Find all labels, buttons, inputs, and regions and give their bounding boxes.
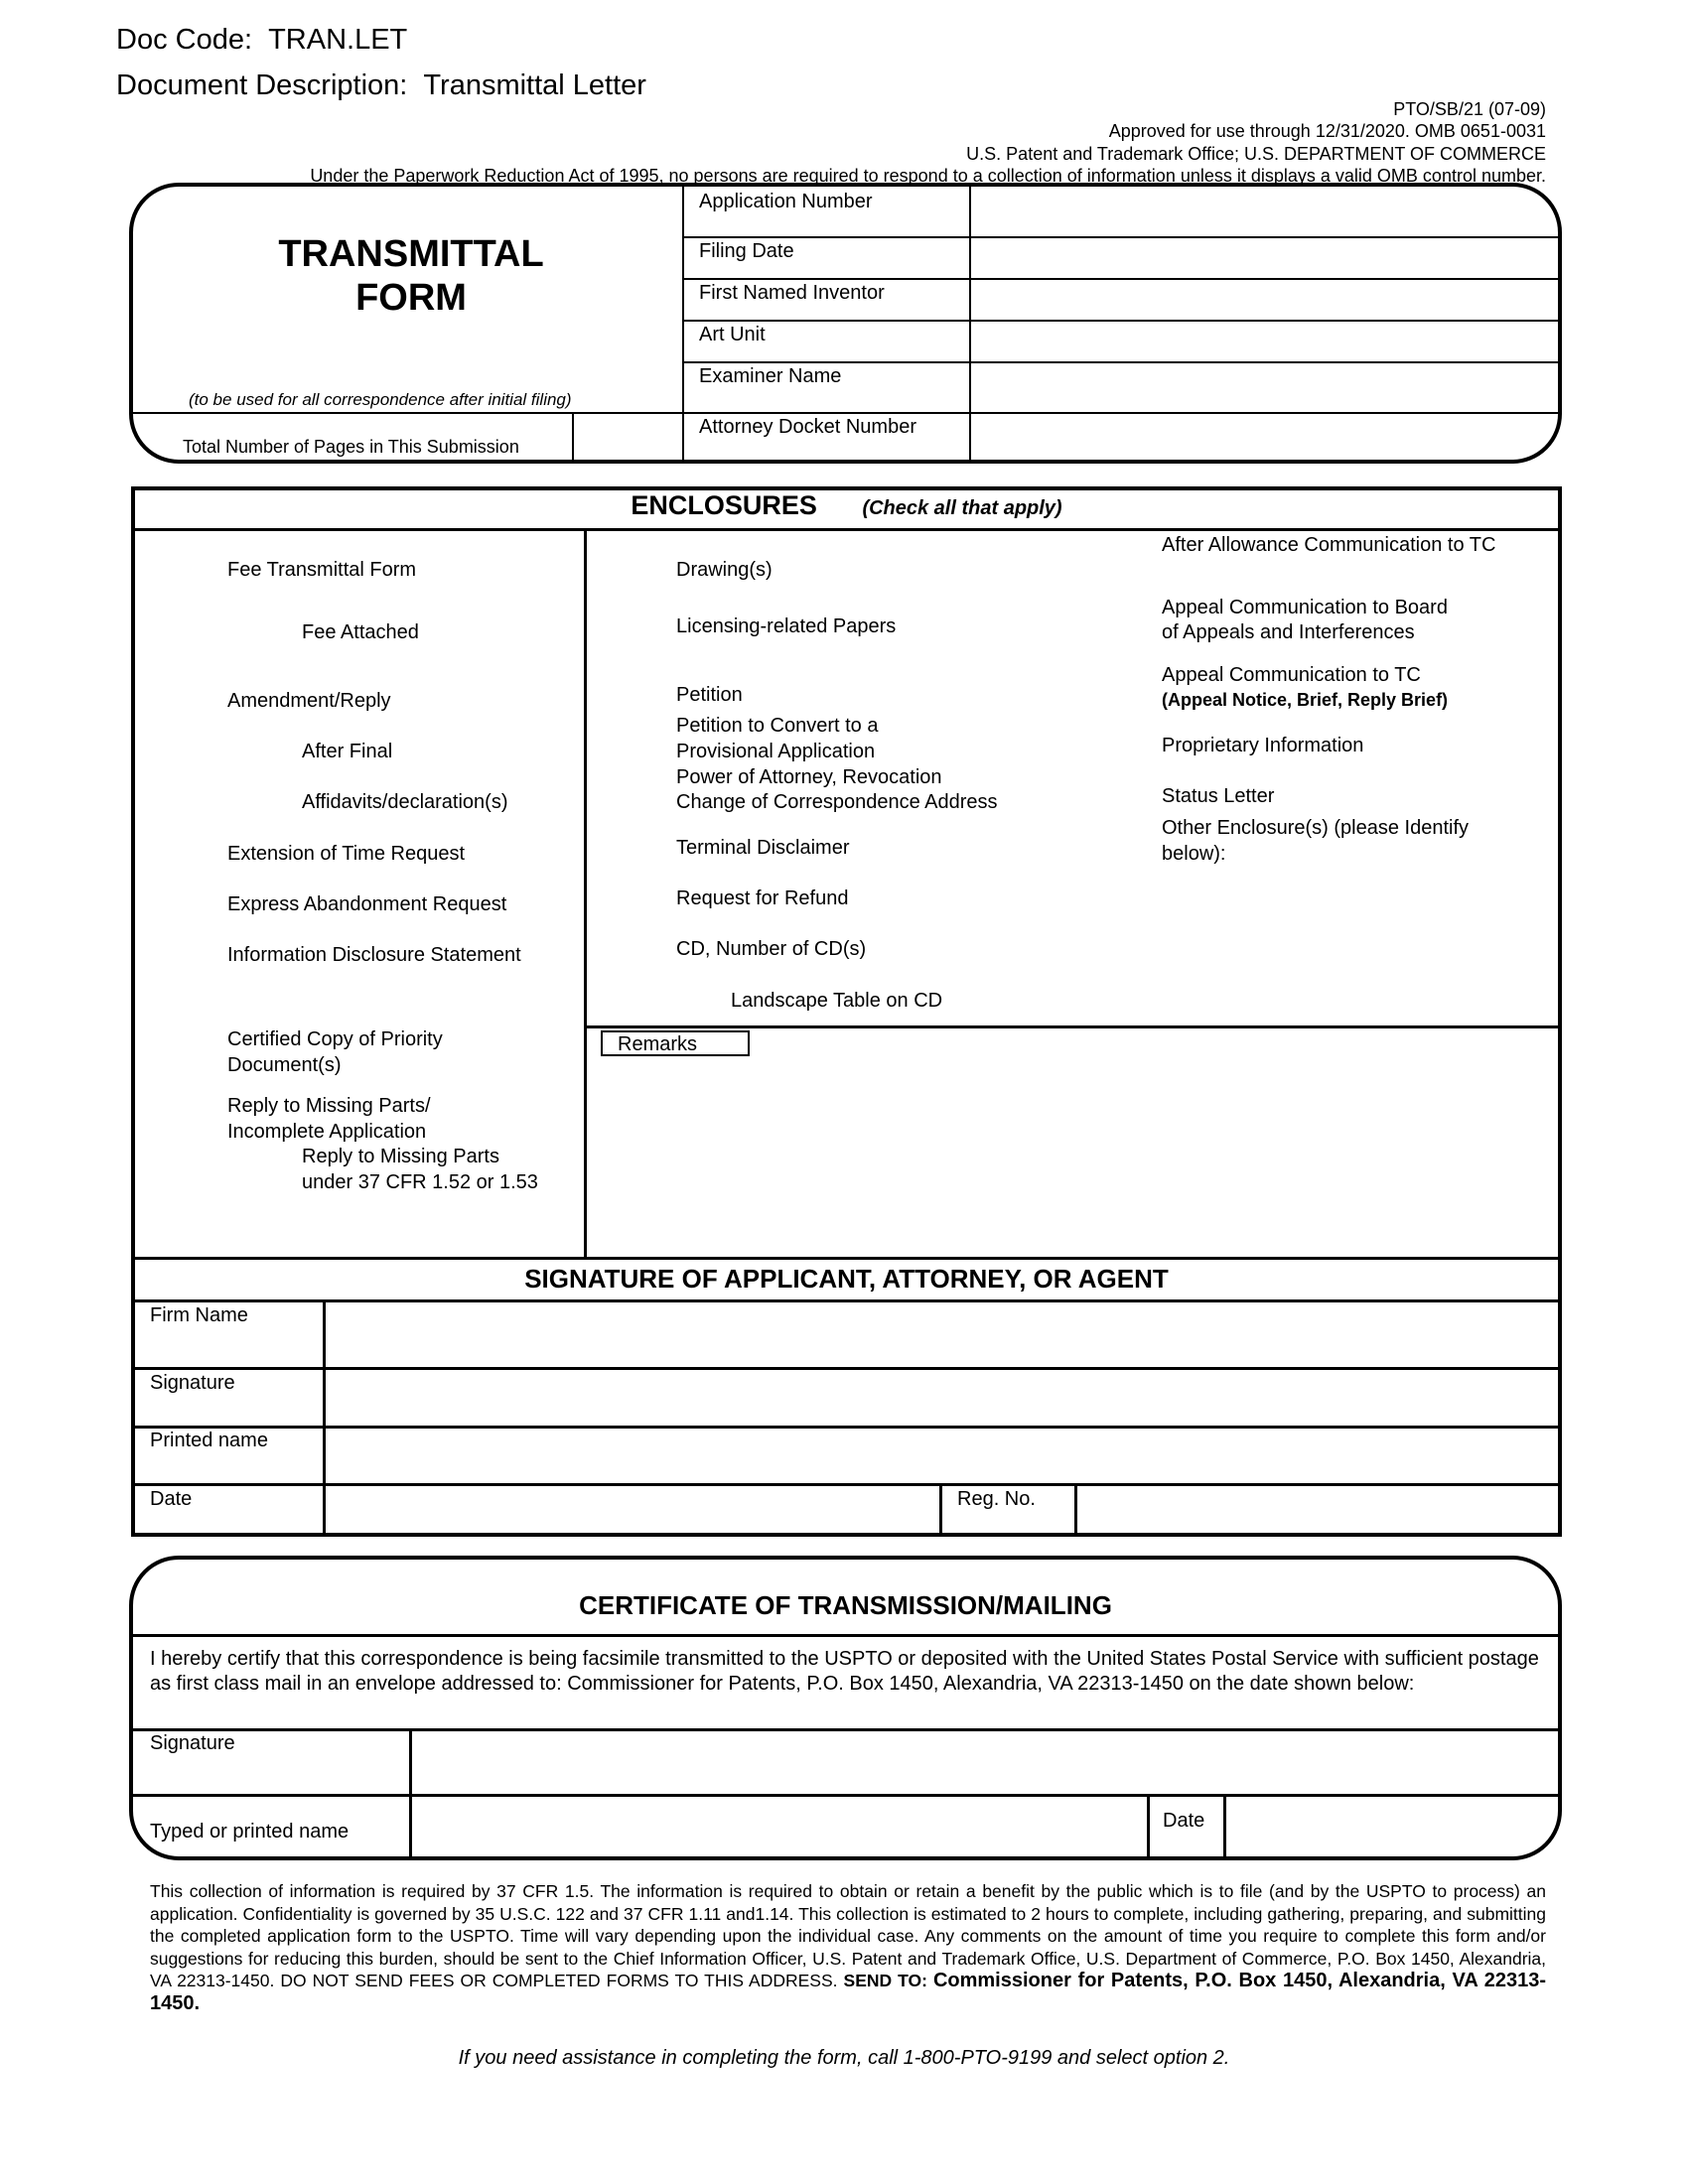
enc-petition-to-convert-line2: Provisional Application — [676, 741, 876, 762]
certificate-signature-input[interactable] — [413, 1732, 1557, 1792]
reg-no-label: Reg. No. — [957, 1488, 1036, 1510]
enc-petition-to-convert[interactable]: Petition to Convert to a — [676, 715, 879, 737]
attorney-docket-number-label: Attorney Docket Number — [699, 416, 916, 438]
applicant-signature-input[interactable] — [328, 1370, 1557, 1424]
agency-name: U.S. Patent and Trademark Office; U.S. DEPARTMENT OF COMMERCE — [966, 144, 1546, 164]
burden-text: This collection of information is required by 37 CFR 1.5. The information is required to obtain or retain a benefit by the public which is to file (and by the USPTO to process) an application. Confidentiality is governed by 35 U.S.C. 122 and 37 CFR 1.11 and1.14. This collection is estimated to 2 hours to complete, including gathering, preparing, and submitting the completed application form to the USPTO. Time will vary depending upon the individual case. Any comments on the amount of time you require to complete this form and/or suggestions for reducing this burden, should be sent to the Chief Information Officer, U.S. Patent and Trademark Office, U.S. Department of Commerce, P.O. Box 1450, Alexandria, VA 22313-1450. DO NOT SEND FEES OR COMPLETED FORMS TO THIS ADDRESS. — [150, 1881, 1546, 1990]
doc-code-value: TRAN.LET — [268, 24, 408, 56]
examiner-name-label: Examiner Name — [699, 365, 842, 387]
enc-appeal-tc-note: (Appeal Notice, Brief, Reply Brief) — [1162, 690, 1449, 710]
doc-code-line — [116, 24, 407, 57]
send-to-label: SEND TO: — [843, 1971, 927, 1990]
attorney-docket-number-input[interactable] — [973, 415, 1529, 459]
examiner-name-input[interactable] — [973, 364, 1554, 410]
enclosures-heading — [131, 490, 1562, 521]
printed-name-label: Printed name — [150, 1430, 268, 1451]
first-named-inventor-label: First Named Inventor — [699, 282, 885, 304]
enc-information-disclosure[interactable]: Information Disclosure Statement — [227, 944, 521, 966]
enc-drawings[interactable]: Drawing(s) — [676, 559, 773, 581]
transmittal-title-line1: TRANSMITTAL — [278, 233, 544, 275]
art-unit-label: Art Unit — [699, 324, 766, 345]
enc-appeal-board-line2: of Appeals and Interferences — [1162, 621, 1415, 643]
enc-after-allowance[interactable]: After Allowance Communication to TC — [1162, 534, 1496, 556]
doc-description-label: Document Description: — [116, 69, 408, 101]
enc-request-for-refund[interactable]: Request for Refund — [676, 887, 849, 909]
form-number: PTO/SB/21 (07-09) — [1393, 99, 1546, 119]
send-to-address: Commissioner for Patents, P.O. Box 1450, Alexandria, VA 22313-1450. — [150, 1970, 1546, 2014]
remarks-textarea[interactable] — [589, 1060, 1556, 1253]
filing-date-label: Filing Date — [699, 240, 794, 262]
paperwork-notice: Under the Paperwork Reduction Act of 1995, no persons are required to respond to a collection of information unless it displays a valid OMB control number. — [310, 166, 1546, 186]
enc-change-of-address[interactable]: Change of Correspondence Address — [676, 791, 998, 813]
firm-name-input[interactable] — [328, 1303, 1557, 1365]
enc-other-enclosures[interactable]: Other Enclosure(s) (please Identify — [1162, 817, 1470, 839]
filing-date-input[interactable] — [973, 239, 1554, 276]
enc-after-final[interactable]: After Final — [302, 741, 393, 762]
assistance-note: If you need assistance in completing the form, call 1-800-PTO-9199 and select option 2. — [458, 2047, 1230, 2069]
enc-express-abandonment[interactable]: Express Abandonment Request — [227, 893, 507, 915]
total-pages-label: Total Number of Pages in This Submission — [183, 437, 519, 457]
transmittal-title-line2: FORM — [355, 277, 467, 319]
certificate-date-label: Date — [1163, 1810, 1205, 1832]
art-unit-input[interactable] — [973, 323, 1554, 359]
enc-reply-missing-parts-line2: Incomplete Application — [227, 1121, 427, 1143]
enc-reply-missing-parts-37cfr-line2: under 37 CFR 1.52 or 1.53 — [302, 1171, 538, 1193]
application-number-label: Application Number — [699, 191, 873, 212]
enclosures-note: (Check all that apply) — [862, 497, 1062, 519]
enc-certified-copy-line2: Document(s) — [227, 1054, 342, 1076]
enc-reply-missing-parts-37cfr[interactable]: Reply to Missing Parts — [302, 1146, 499, 1167]
enc-power-of-attorney[interactable]: Power of Attorney, Revocation — [676, 766, 942, 788]
enc-terminal-disclaimer[interactable]: Terminal Disclaimer — [676, 837, 850, 859]
enc-status-letter[interactable]: Status Letter — [1162, 785, 1275, 807]
typed-name-input[interactable] — [413, 1798, 1145, 1854]
signature-date-label: Date — [150, 1488, 193, 1510]
firm-name-label: Firm Name — [150, 1304, 248, 1326]
reg-no-input[interactable] — [1078, 1486, 1557, 1532]
enc-appeal-board[interactable]: Appeal Communication to Board — [1162, 597, 1448, 618]
enclosures-title: ENCLOSURES — [631, 490, 817, 520]
enc-reply-missing-parts[interactable]: Reply to Missing Parts/ — [227, 1095, 431, 1117]
enc-cd-number[interactable]: CD, Number of CD(s) — [676, 938, 867, 960]
printed-name-input[interactable] — [328, 1429, 1557, 1481]
application-number-input[interactable] — [973, 189, 1529, 234]
certificate-body: I hereby certify that this correspondence is being facsimile transmitted to the USPTO or deposited with the United States Postal Service with sufficient postage as first class mail in an envelope addressed to: Commissioner for Patents, P.O. Box 1450, Alexandria, VA 22313-1450 on the date shown below: — [150, 1648, 1539, 1695]
transmittal-title — [173, 232, 649, 320]
enc-appeal-tc[interactable]: Appeal Communication to TC — [1162, 664, 1421, 686]
approval-notice: Approved for use through 12/31/2020. OMB 0651-0031 — [1108, 121, 1546, 141]
typed-name-label: Typed or printed name — [150, 1821, 350, 1843]
enc-extension-of-time[interactable]: Extension of Time Request — [227, 843, 466, 865]
signature-section-title: SIGNATURE OF APPLICANT, ATTORNEY, OR AGENT — [524, 1264, 1169, 1294]
applicant-signature-label: Signature — [150, 1372, 235, 1394]
certificate-title: CERTIFICATE OF TRANSMISSION/MAILING — [579, 1590, 1112, 1620]
enc-fee-attached[interactable]: Fee Attached — [302, 621, 419, 643]
first-named-inventor-input[interactable] — [973, 281, 1554, 318]
enc-landscape-table[interactable]: Landscape Table on CD — [731, 990, 943, 1012]
doc-description-line — [116, 69, 646, 102]
enc-petition[interactable]: Petition — [676, 684, 743, 706]
doc-description-value: Transmittal Letter — [423, 69, 646, 101]
certificate-signature-label: Signature — [150, 1732, 235, 1754]
total-pages-input[interactable] — [575, 415, 680, 459]
enc-proprietary-info[interactable]: Proprietary Information — [1162, 735, 1364, 756]
signature-date-input[interactable] — [328, 1486, 937, 1532]
enc-fee-transmittal-form[interactable]: Fee Transmittal Form — [227, 559, 417, 581]
burden-statement — [150, 1880, 1546, 2014]
remarks-label: Remarks — [601, 1030, 750, 1056]
enc-certified-copy[interactable]: Certified Copy of Priority — [227, 1028, 443, 1050]
transmittal-subtitle: (to be used for all correspondence after initial filing) — [189, 390, 572, 409]
enc-other-enclosures-line2: below): — [1162, 843, 1226, 865]
doc-code-label: Doc Code: — [116, 24, 253, 56]
certificate-date-input[interactable] — [1227, 1798, 1535, 1849]
enc-licensing-papers[interactable]: Licensing-related Papers — [676, 615, 897, 637]
enc-affidavits[interactable]: Affidavits/declaration(s) — [302, 791, 508, 813]
enc-amendment-reply[interactable]: Amendment/Reply — [227, 690, 391, 712]
